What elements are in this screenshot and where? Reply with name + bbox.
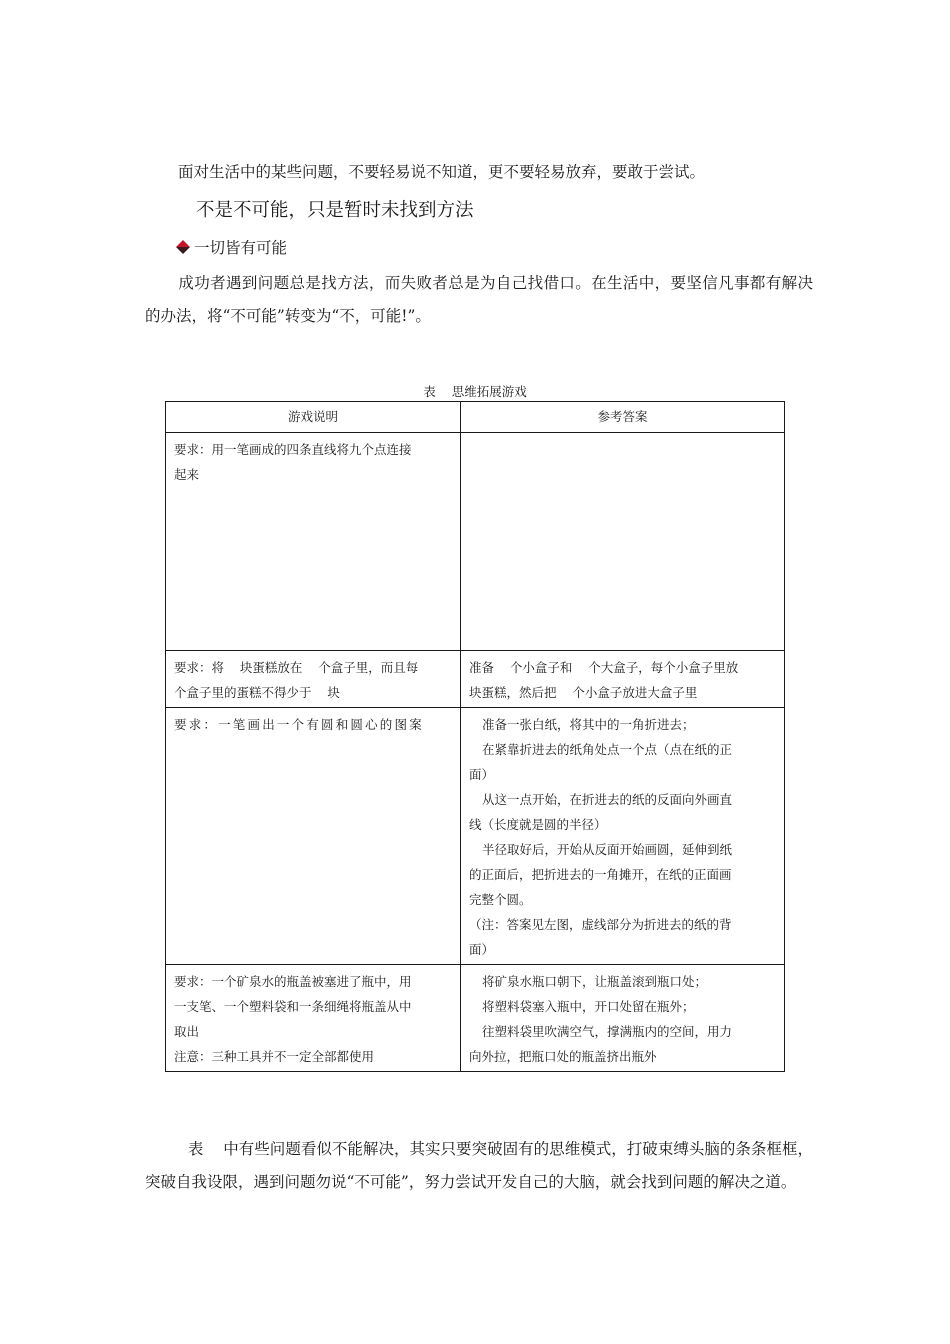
- text-line: （注：答案见左图，虚线部分为折进去的纸的背: [469, 917, 732, 932]
- text-line: 完整个圆。: [469, 892, 532, 907]
- table-row: [166, 708, 785, 965]
- row-3-answer: [461, 708, 785, 965]
- text-line: 起来: [174, 467, 200, 482]
- table-row: [166, 433, 785, 651]
- text-line: 准备一张白纸，将其中的一角折进去；: [482, 717, 695, 732]
- row-2-description: [166, 651, 461, 708]
- text-line: 一支笔、一个塑料袋和一条细绳将瓶盖从中: [174, 999, 412, 1014]
- table-row: [166, 965, 785, 1072]
- section-heading: 不是不可能，只是暂时未找到方法: [196, 200, 474, 221]
- diamond-bullet-icon: [176, 240, 190, 254]
- row-4-answer: [461, 965, 785, 1072]
- text-line: 半径取好后，开始从反面开始画圆，延伸到纸: [482, 842, 733, 857]
- text-line: 将矿泉水瓶口朝下，让瓶盖滚到瓶口处；: [482, 974, 708, 989]
- text-line: 注意：三种工具并不一定全部都使用: [174, 1049, 375, 1064]
- row-2-answer: [461, 651, 785, 708]
- text-line: 要求：一个矿泉水的瓶盖被塞进了瓶中，用: [174, 974, 412, 989]
- paragraph-1-text: 成功者遇到问题总是找方法，而失败者总是为自己找借口。在生活中，要坚信凡事都有解决的办法，将“不可能”转变为“不，可能!”。: [145, 274, 813, 325]
- row-4-description: [166, 965, 461, 1072]
- row-3-description: [166, 708, 461, 965]
- thinking-game-table: [165, 401, 785, 1072]
- intro-line: 面对生活中的某些问题，不要轻易说不知道，更不要轻易放弃，要敢于尝试。: [178, 163, 706, 181]
- text-line: 块蛋糕，然后把 个小盒子放进大盒子里: [469, 685, 698, 700]
- text-line: 往塑料袋里吹满空气，撑满瓶内的空间，用力: [482, 1024, 733, 1039]
- paragraph-2: [145, 1100, 813, 1199]
- header-description: 游戏说明: [166, 402, 461, 433]
- text-line: 要求：将 块蛋糕放在 个盒子里，而且每: [174, 660, 419, 675]
- paragraph-2-text: 表 中有些问题看似不能解决，其实只要突破固有的思维模式，打破束缚头脑的条条框框，突破自我设限，遇到问题勿说“不可能”，努力尝试开发自己的大脑，就会找到问题的解决之道。: [145, 1140, 813, 1191]
- paragraph-1: [145, 267, 813, 333]
- row-1-answer: [461, 433, 785, 651]
- text-line: 从这一点开始，在折进去的纸的反面向外画直: [482, 792, 733, 807]
- text-line: 准备 个小盒子和 个大盒子，每个小盒子里放: [469, 660, 739, 675]
- text-line: 将塑料袋塞入瓶中，开口处留在瓶外；: [482, 999, 695, 1014]
- text-line: 在紧靠折进去的纸角处点一个点（点在纸的正: [482, 742, 733, 757]
- text-line: 向外拉，把瓶口处的瓶盖挤出瓶外: [469, 1049, 657, 1064]
- table-row: [166, 651, 785, 708]
- text-line: 线（长度就是圆的半径）: [469, 817, 607, 832]
- row-1-description: [166, 433, 461, 651]
- header-answer: 参考答案: [461, 402, 785, 433]
- text-line: 的正面后，把折进去的一角摊开，在纸的正面画: [469, 867, 732, 882]
- text-line: 面）: [469, 942, 495, 957]
- table-caption: 表 思维拓展游戏: [423, 384, 527, 399]
- text-line: 要求：用一笔画成的四条直线将九个点连接: [174, 442, 412, 457]
- text-line: 个盒子里的蛋糕不得少于 块: [174, 685, 340, 700]
- text-line: 面）: [469, 767, 495, 782]
- subsection-heading-text: 一切皆有可能: [194, 239, 288, 257]
- table-header-row: [166, 402, 785, 433]
- text-line: 取出: [174, 1024, 200, 1039]
- text-line: 要求：一笔画出一个有圆和圆心的图案: [174, 717, 424, 732]
- subsection-heading: [176, 236, 287, 258]
